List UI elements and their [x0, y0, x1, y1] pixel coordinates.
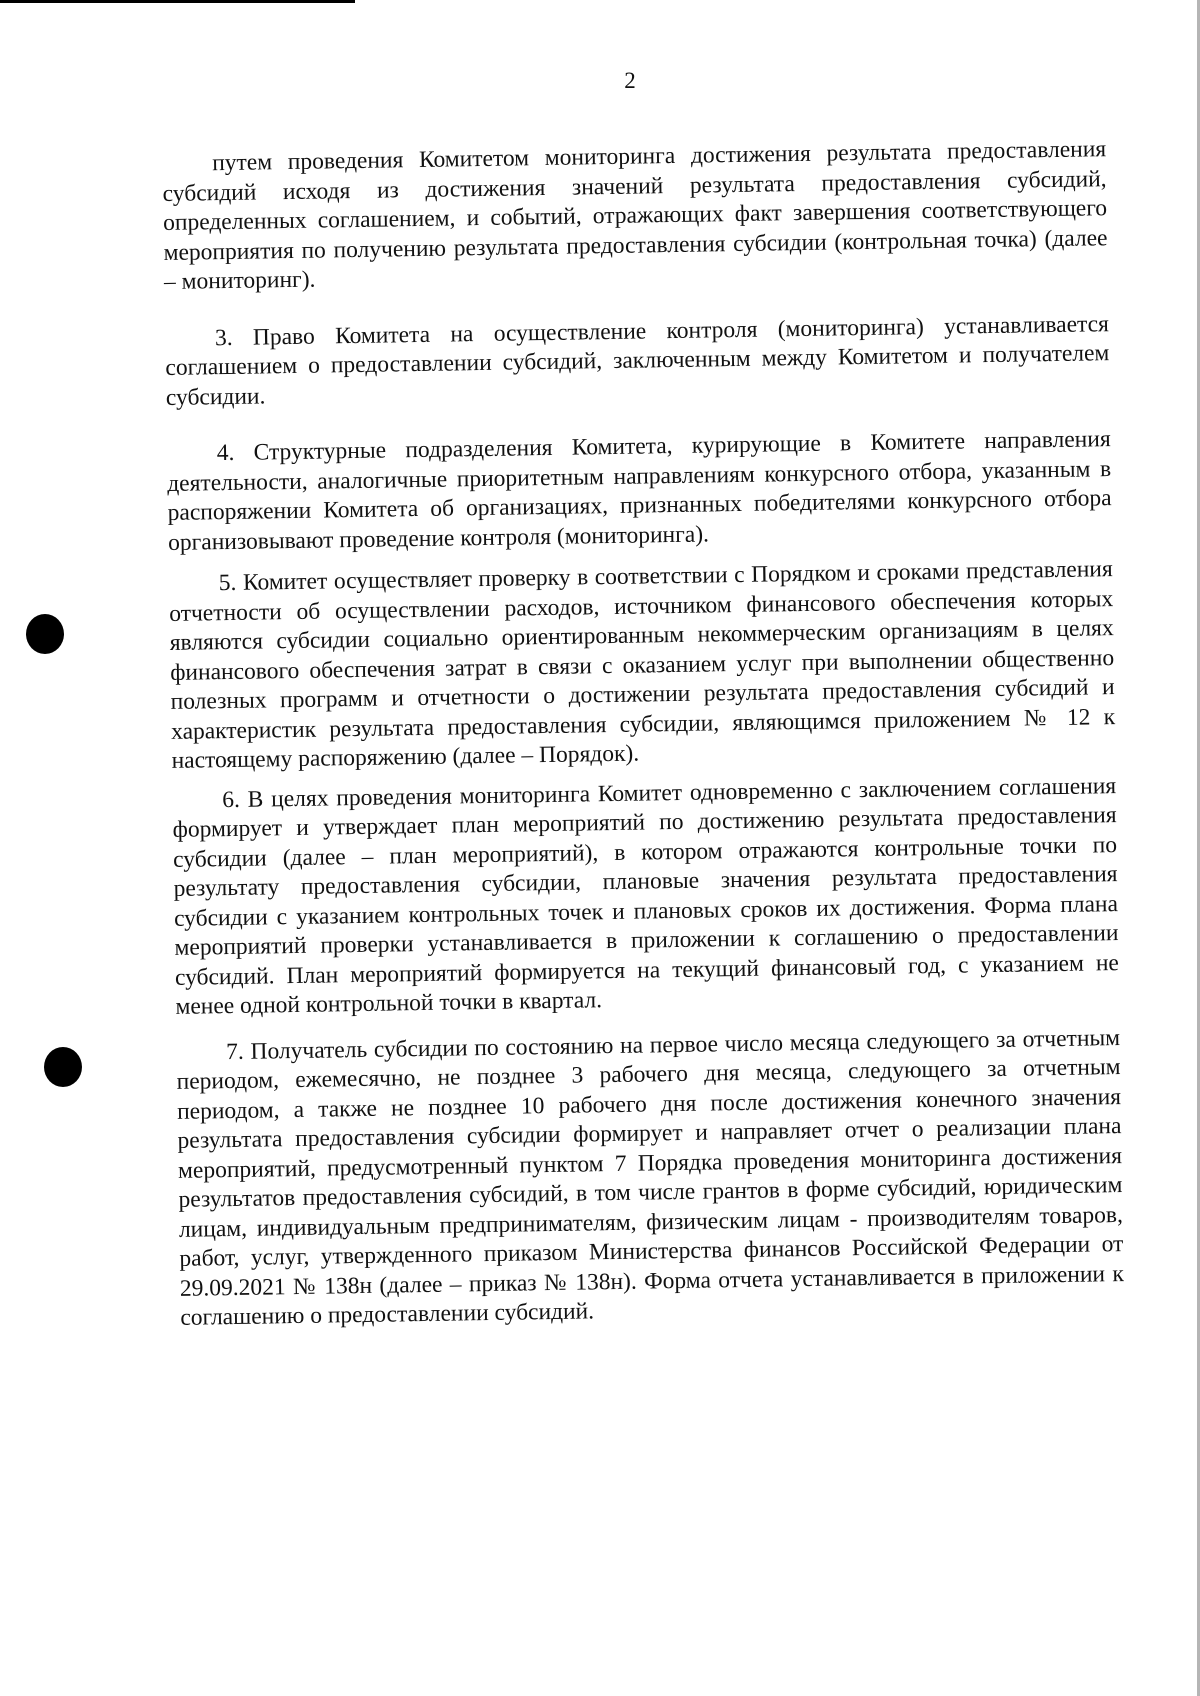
page-number: 2 — [624, 68, 636, 93]
punch-hole-mark — [26, 614, 64, 654]
paragraph-continuation: путем проведения Комитетом мониторинга достижения результата предоставления субсидий исходя из достижения значений результата предоставления субсидий, определенных соглашением, и событий, отражающих факт завершения соответствующего мероприятия по получению результата предоставления субсидии (контрольная точка) (далее – мониторинг). — [162, 136, 1108, 295]
paragraph-4: 4. Структурные подразделения Комитета, курирующие в Комитете направления деятельности, аналогичные приоритетным направлениям конкурсного отбора, указанным в распоряжении Комитета об организациях, признанных победителями конкурсного отбора организовывают проведение контроля (мониторинга). — [167, 426, 1112, 556]
paragraph-6: 6. В целях проведения мониторинга Комитет одновременно с заключением соглашения формирует и утверждает план мероприятий по достижению результата предоставления субсидии (далее – план мероприятий), в котором отражаются контрольные точки по результату предоставления субсидии, плановые значения результата предоставления субсидии с указанием контрольных точек и плановых сроков их достижения. Форма плана мероприятий проверки устанавливается в приложении к соглашению о предоставлении субсидий. План мероприятий формируется на текущий финансовый год, с указанием не менее одной контрольной точки в квартал. — [172, 772, 1120, 1020]
scan-edge-mark — [0, 0, 355, 3]
paragraph-3: 3. Право Комитета на осуществление контроля (мониторинга) устанавливается соглашением о предоставлении субсидий, заключенным между Комитетом и получателем субсидии. — [165, 310, 1110, 411]
document-body — [162, 135, 1124, 1333]
punch-hole-mark — [44, 1047, 82, 1087]
paragraph-5: 5. Комитет осуществляет проверку в соответствии с Порядком и сроками представления отчетности об осуществлении расходов, источником финансового обеспечения которых являются субсидии социально ориентированным некоммерческим организациям в целях финансового обеспечения затрат в связи с оказанием услуг при выполнении общественно полезных программ и отчетности о достижении результата предоставления субсидий и характеристик результата предоставления субсидии, являющимся приложением № 12 к настоящему распоряжению (далее – Порядок). — [169, 556, 1116, 774]
paragraph-7: 7. Получатель субсидии по состоянию на первое число месяца следующего за отчетным периодом, ежемесячно, не позднее 3 рабочего дня месяца, следующего за отчетным периодом, а также не позднее 10 рабочего дня после достижения конечного значения результата предоставления субсидии формирует и направляет отчет о реализации плана мероприятий, предусмотренный пунктом 7 Порядка проведения мониторинга достижения результатов предоставления субсидий, в том числе грантов в форме субсидий, юридическим лицам, индивидуальным предпринимателям, физическим лицам - производителям товаров, работ, услуг, утвержденного приказом Министерства финансов Российской Федерации от 29.09.2021 № 138н (далее – приказ № 138н). Форма отчета устанавливается в приложении к соглашению о предоставлении субсидий. — [176, 1024, 1124, 1331]
